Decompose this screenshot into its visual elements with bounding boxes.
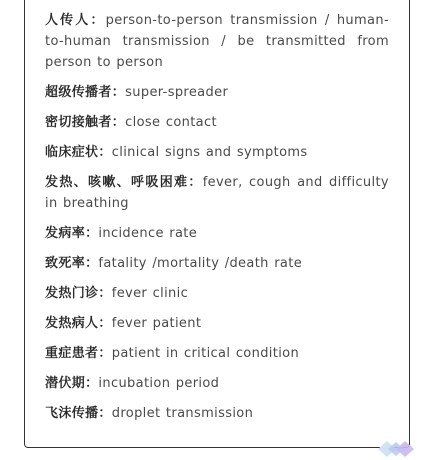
glossary-entry: [45, 253, 389, 274]
entry-separator: ：: [111, 85, 126, 100]
entry-term: 超级传播者: [45, 85, 112, 100]
glossary-entry: [45, 223, 389, 244]
entry-separator: ：: [98, 406, 112, 421]
entry-definition: super-spreader: [125, 85, 229, 100]
entry-term: 发病率: [45, 226, 86, 241]
glossary-entry: [45, 142, 389, 163]
entry-definition: incubation period: [98, 376, 220, 391]
entry-term: 临床症状: [45, 145, 99, 160]
entry-term: 发热病人: [45, 316, 99, 331]
entry-separator: ：: [98, 145, 112, 160]
entry-definition: fever patient: [111, 316, 202, 331]
glossary-entry: [45, 82, 389, 103]
entry-definition: close contact: [125, 115, 217, 130]
glossary-entry: [45, 373, 389, 394]
glossary-entry: [45, 313, 389, 334]
glossary-entry: [45, 403, 389, 424]
entry-definition: patient in critical condition: [111, 346, 300, 361]
entry-separator: ：: [90, 13, 106, 28]
entry-definition: person-to-person transmission / human-to-human transmission / be transmitted from person to person: [45, 13, 389, 70]
entry-term: 发热、咳嗽、呼吸困难: [45, 175, 189, 190]
entry-separator: ：: [111, 115, 126, 130]
entry-separator: ：: [85, 226, 99, 241]
entry-separator: ：: [85, 376, 99, 391]
diamond-purple-shape: [396, 441, 414, 457]
entry-separator: ：: [98, 286, 112, 301]
entry-definition: fever, cough and difficulty in breathing: [45, 175, 389, 211]
entry-definition: fever clinic: [111, 286, 189, 301]
glossary-entry: [45, 283, 389, 304]
entry-definition: incidence rate: [98, 226, 198, 241]
glossary-entry: [45, 112, 389, 133]
entry-definition: fatality /mortality /death rate: [98, 256, 303, 271]
entry-term: 潜伏期: [45, 376, 86, 391]
glossary-entry: [45, 343, 389, 364]
entry-term: 密切接触者: [45, 115, 112, 130]
entry-definition: clinical signs and symptoms: [111, 145, 308, 160]
entry-separator: ：: [98, 346, 112, 361]
glossary-entry: [45, 172, 389, 214]
entry-term: 发热门诊: [45, 286, 99, 301]
glossary-entry: [45, 10, 389, 73]
entry-term: 飞沫传播: [45, 406, 99, 421]
entry-term: 致死率: [45, 256, 86, 271]
entry-separator: ：: [188, 175, 203, 190]
entry-term: 人传人: [45, 13, 91, 28]
glossary-list: [45, 10, 389, 433]
entry-separator: ：: [98, 316, 112, 331]
diamond-shapes-icon: [376, 438, 416, 460]
entry-separator: ：: [85, 256, 99, 271]
entry-term: 重症患者: [45, 346, 99, 361]
entry-definition: droplet transmission: [111, 406, 254, 421]
